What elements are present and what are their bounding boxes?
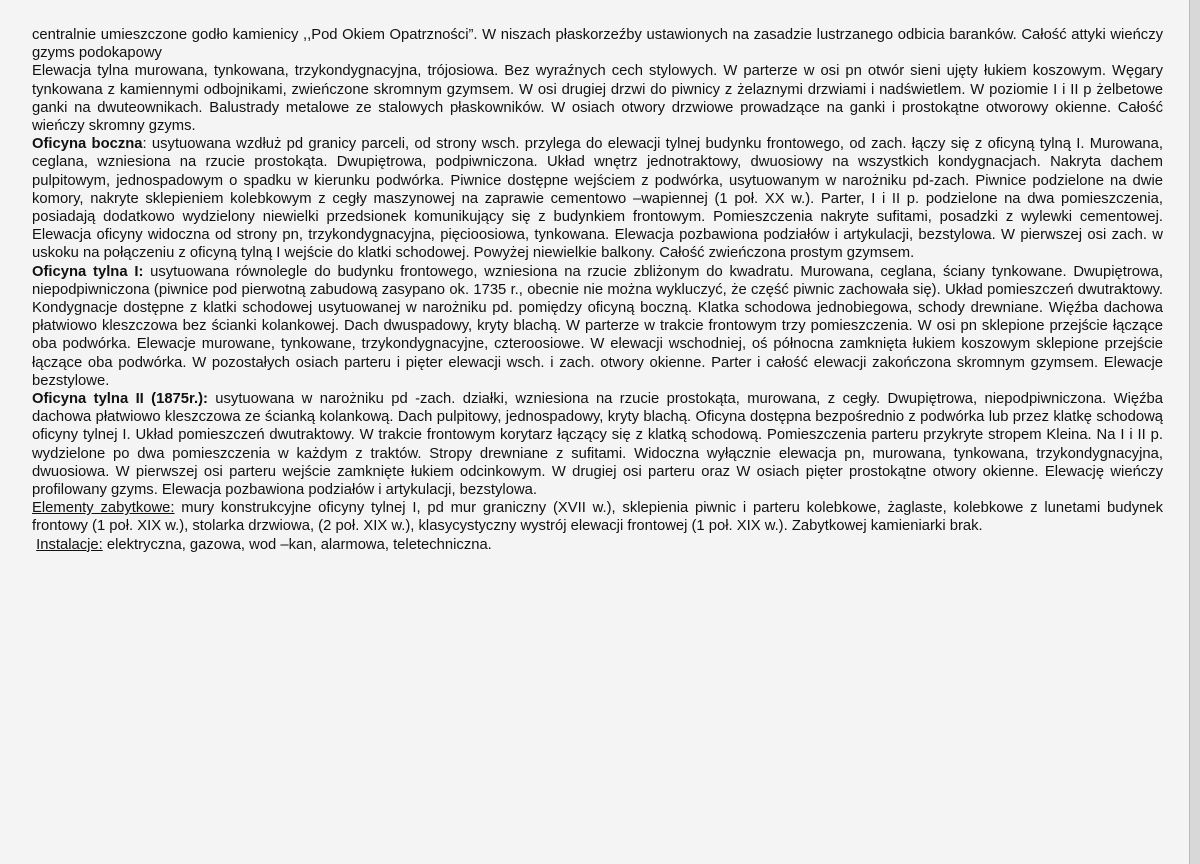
section-body: mury konstrukcyjne oficyny tylnej I, pd mur graniczny (XVII w.), sklepienia piwnic i parteru kolebkowe, żaglaste, kolebkowe z lunetami budynek frontowy (1 poł. XIX w.), stolarka drzwiowa, (2 poł. XIX w.), klasycystyczny wystrój elewacji frontowej (1 poł. XIX w.). Zabytkowej kamieniarki brak. — [32, 500, 1164, 535]
paragraph-attic: centralnie umieszczone godło kamienicy ,,Pod Okiem Opatrzności”. W niszach płaskorzeźby ustawionych na zasadzie lustrzanego odbicia baranków. Całość attyki wieńczy gzyms podokapowy — [32, 27, 1163, 62]
document-text — [32, 26, 1163, 554]
section-side-annex — [32, 135, 1163, 262]
section-title: Oficyna tylna II (1875r.): — [32, 391, 208, 408]
paragraph-rear-elevation: Elewacja tylna murowana, tynkowana, trzykondygnacyjna, trójosiowa. Bez wyraźnych cech stylowych. W parterze w osi pn otwór sieni ujęty łukiem koszowym. Węgary tynkowana z kamiennymi odbojnikami, zwieńczone skromnym gzymsem. W osi drugiej drzwi do piwnicy z żelaznymi drzwiami i nadświetlem. W poziomie I i II p żelbetowe ganki na dwuteownikach. Balustrady metalowe ze stalowych płaskowników. W osiach otwory drzwiowe prowadzące na ganki i prostokątne otworowy okienne. Całość wieńczy skromny gzyms. — [32, 63, 1163, 135]
section-title: Oficyna boczna — [32, 136, 143, 153]
section-title: Oficyna tylna I: — [32, 263, 144, 280]
section-title: Elementy zabytkowe: — [32, 500, 175, 517]
section-body: usytuowana równolegle do budynku frontowego, wzniesiona na rzucie zbliżonym do kwadratu. Murowana, ceglana, ściany tynkowane. Dwupiętrowa, niepodpiwniczona (piwnice pod pierwotną zabudową zasypano ok. 1735 r., obecnie nie można wykluczyć, że część piwnic zachowała się). Układ pomieszczeń dwutraktowy. Kondygnacje dostępne z klatki schodowej usytuowanej w narożniku pd. pomiędzy oficyną boczną. Klatka schodowa jednobiegowa, schody drewniane. Więźba dachowa płatwiowo kleszczowa bez ścianki kolankowej. Dach dwuspadowy, kryty blachą. W parterze w trakcie frontowym trzy pomieszczenia. W osi pn sklepione przejście łączące oba podwórka. Elewacje murowane, tynkowane, trzykondygnacyjne, czteroosiowe. W elewacji wschodniej, oś północna zamknięta łukiem koszowym sklepione przejście łączące oba podwórka. W pozostałych osiach parteru i pięter elewacji wsch. i zach. otwory okienne. Parter i całość elewacji zakończona skromnym gzymsem. Elewacje bezstylowe. — [32, 263, 1163, 389]
section-title: Instalacje: — [36, 536, 103, 553]
section-rear-annex-2 — [32, 390, 1163, 499]
section-installations — [32, 536, 1163, 554]
section-body: : usytuowana wzdłuż pd granicy parceli, od strony wsch. przylega do elewacji tylnej budynku frontowego, od zach. łączy się z oficyną tylną I. Murowana, ceglana, wzniesiona na rzucie prostokąta. Dwupiętrowa, podpiwniczona. Układ wnętrz jednotraktowy, dwuosiowy na wszystkich kondygnacjach. Nakryta dachem pulpitowym, jednospadowym o spadku w kierunku podwórka. Piwnice dostępne wejściem z podwórka, usytuowanym w narożniku pd-zach. Piwnice podzielone na dwie komory, nakryte sklepieniem kolebkowym z cegły maszynowej na zaprawie cementowo –wapiennej (1 poł. XX w.). Parter, I i II p. podzielone na dwa pomieszczenia, posiadają dodatkowo wydzielony niewielki przedsionek komunikujący się z budynkiem frontowym. Pomieszczenia nakryte sufitami, posadzki z wylewki cementowej. Elewacja oficyny widoczna od strony pn, trzykondygnacyjna, pięcioosiowa, tynkowana. Elewacja pozbawiona podziałów i artykulacji, bezstylowa. W pierwszej osi zach. w uskoku na połączeniu z oficyną tylną I wejście do klatki schodowej. Powyżej niewielkie balkony. Całość zwieńczona prostym gzymsem. — [32, 136, 1163, 262]
section-rear-annex-1 — [32, 263, 1163, 390]
section-body: elektryczna, gazowa, wod –kan, alarmowa, teletechniczna. — [102, 536, 492, 553]
section-body: usytuowana w narożniku pd -zach. działki, wzniesiona na rzucie prostokąta, murowana, z cegły. Dwupiętrowa, niepodpiwniczona. Więźba dachowa płatwiowo kleszczowa ze ścianką kolankową. Dach pulpitowy, jednospadowy, kryty blachą. Oficyna dostępna bezpośrednio z podwórka lub przez klatkę schodową oficyny tylnej I. Układ pomieszczeń dwutraktowy. W trakcie frontowym korytarz łączący się z klatką schodową. Pomieszczenia parteru przykryte stropem Kleina. Na I i II p. wydzielone po dwa pomieszczenia w każdym z traktów. Stropy drewniane z sufitami. Widoczna wyłącznie elewacja pn, murowana, tynkowana, trzykondygnacyjna, dwuosiowa. W pierwszej osi parteru wejście zamknięte łukiem odcinkowym. W drugiej osi parteru oraz W osiach pięter prostokątne otwory okienne. Elewację wieńczy profilowany gzyms. Elewacja pozbawiona podziałów i artykulacji, bezstylowa. — [32, 391, 1163, 499]
section-historic-elements — [32, 499, 1163, 535]
page-edge — [1189, 0, 1200, 864]
